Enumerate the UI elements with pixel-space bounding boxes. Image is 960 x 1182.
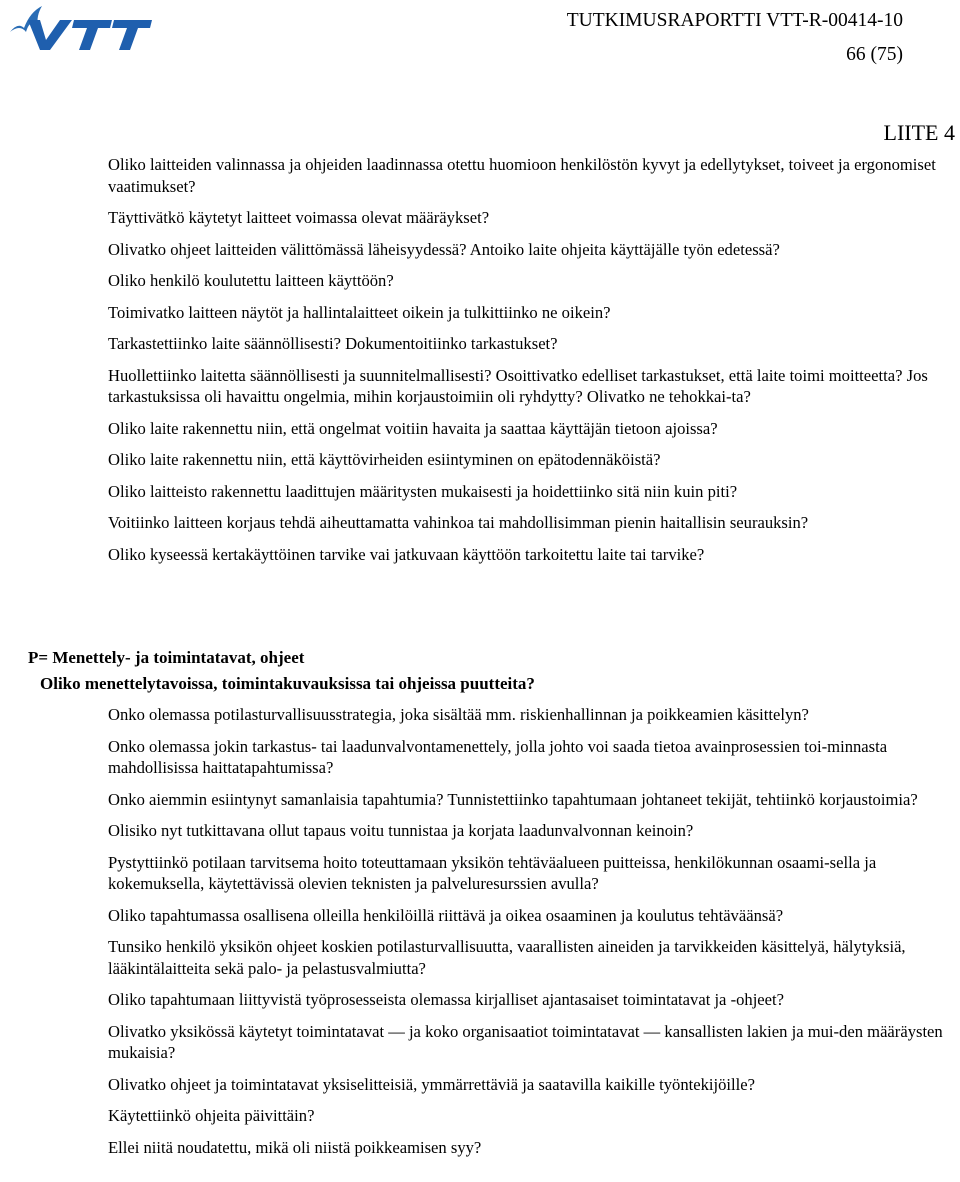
logo-letter-t2 [112,20,152,50]
question: Oliko laitteisto rakennettu laadittujen määritysten mukaisesti ja hoidettiinko sitä niin kuin piti? [108,481,738,501]
question: Olivatko ohjeet ja toimintatavat yksiselitteisiä, ymmärrettäviä ja saatavilla kaikille työntekijöille? [108,1074,755,1094]
question: Voitiinko laitteen korjaus tehdä aiheuttamatta vahinkoa tai mahdollisimman pienin haitallisin seurauksin? [108,513,809,532]
question: Onko aiemmin esiintynyt samanlaisia tapahtumia? Tunnistettiinko tapahtumaan johtaneet tekijät, tehtiinkö korjaustoimia? [108,789,918,809]
logo-letter-v [28,20,72,50]
question: Oliko tapahtumassa osallisena olleilla henkilöillä riittävä ja oikea osaaminen ja koulutus tehtäväänsä? [108,905,784,925]
question: Oliko henkilö koulutettu laitteen käyttöön? [108,271,394,290]
page-number: 66 (75) [846,44,903,65]
question-list-equipment [108,154,953,575]
vtt-logo [8,2,153,54]
report-id: TUTKIMUSRAPORTTI VTT-R-00414-10 [566,10,903,31]
question: Tarkastettiinko laite säännöllisesti? Dokumentoitiinko tarkastukset? [108,334,558,353]
question: Huollettiinko laitetta säännöllisesti ja suunnitelmallisesti? Osoittivatko edelliset tarkastukset, että laite toimi moitteetta? Jos tarkastuksissa oli havaittu ongelmia, mihin korjaustoimiin oli ryhdytty? Olivatko ne tehokkai-ta? [108,365,928,406]
section-heading: P= Menettely- ja toimintatavat, ohjeet [28,648,305,667]
question: Oliko tapahtumaan liittyvistä työprosesseista olemassa kirjalliset ajantasaiset toimintatavat ja -ohjeet? [108,990,785,1009]
question: Oliko laite rakennettu niin, että käyttövirheiden esiintyminen on epätodennäköistä? [108,450,661,469]
logo-letter-t1 [72,20,112,50]
question: Oliko laite rakennettu niin, että ongelmat voitiin havaita ja saattaa käyttäjän tietoon ajoissa? [108,418,718,438]
question: Ellei niitä noudatettu, mikä oli niistä poikkeamisen syy? [108,1137,482,1157]
question: Olivatko ohjeet laitteiden välittömässä läheisyydessä? Antoiko laite ohjeita käyttäjälle työn edetessä? [108,239,780,259]
question-list-procedures [108,704,953,1168]
question: Pystyttiinkö potilaan tarvitsema hoito toteuttamaan yksikön tehtäväalueen puitteissa, henkilökunnan osaami-sella ja kokemuksella, käytettävissä olevien teknisten ja palveluresurssien avulla? [108,852,877,893]
section-subheading: Oliko menettelytavoissa, toimintakuvauksissa tai ohjeissa puutteita? [40,674,535,693]
question: Onko olemassa potilasturvallisuusstrategia, joka sisältää mm. riskienhallinnan ja poikkeamien käsittelyn? [108,705,809,724]
question: Oliko laitteiden valinnassa ja ohjeiden laadinnassa otettu huomioon henkilöstön kyvyt ja edellytykset, toiveet ja ergonomiset vaatimukset? [108,155,936,196]
question: Täyttivätkö käytetyt laitteet voimassa olevat määräykset? [108,208,490,227]
question: Olivatko yksikössä käytetyt toimintatavat — ja koko organisaatiot toimintatavat — kansallisten lakien ja mui-den määräysten mukaisia? [108,1021,943,1062]
question: Toimivatko laitteen näytöt ja hallintalaitteet oikein ja tulkittiinko ne oikein? [108,302,611,322]
question: Tunsiko henkilö yksikön ohjeet koskien potilasturvallisuutta, vaarallisten aineiden ja tarvikkeiden käsittelyä, hälytyksiä, lääkintälaitteita sekä palo- ja pelastusvalmiutta? [108,937,906,978]
question: Olisiko nyt tutkittavana ollut tapaus voitu tunnistaa ja korjata laadunvalvonnan keinoin? [108,821,694,840]
question: Oliko kyseessä kertakäyttöinen tarvike vai jatkuvaan käyttöön tarkoitettu laite tai tarvike? [108,544,705,564]
question: Käytettiinkö ohjeita päivittäin? [108,1106,315,1125]
appendix-label: LIITE 4 [883,120,955,145]
question: Onko olemassa jokin tarkastus- tai laadunvalvontamenettely, jolla johto voi saada tietoa avainprosessien toi-minnasta mahdollisissa haittatapahtumissa? [108,736,888,777]
